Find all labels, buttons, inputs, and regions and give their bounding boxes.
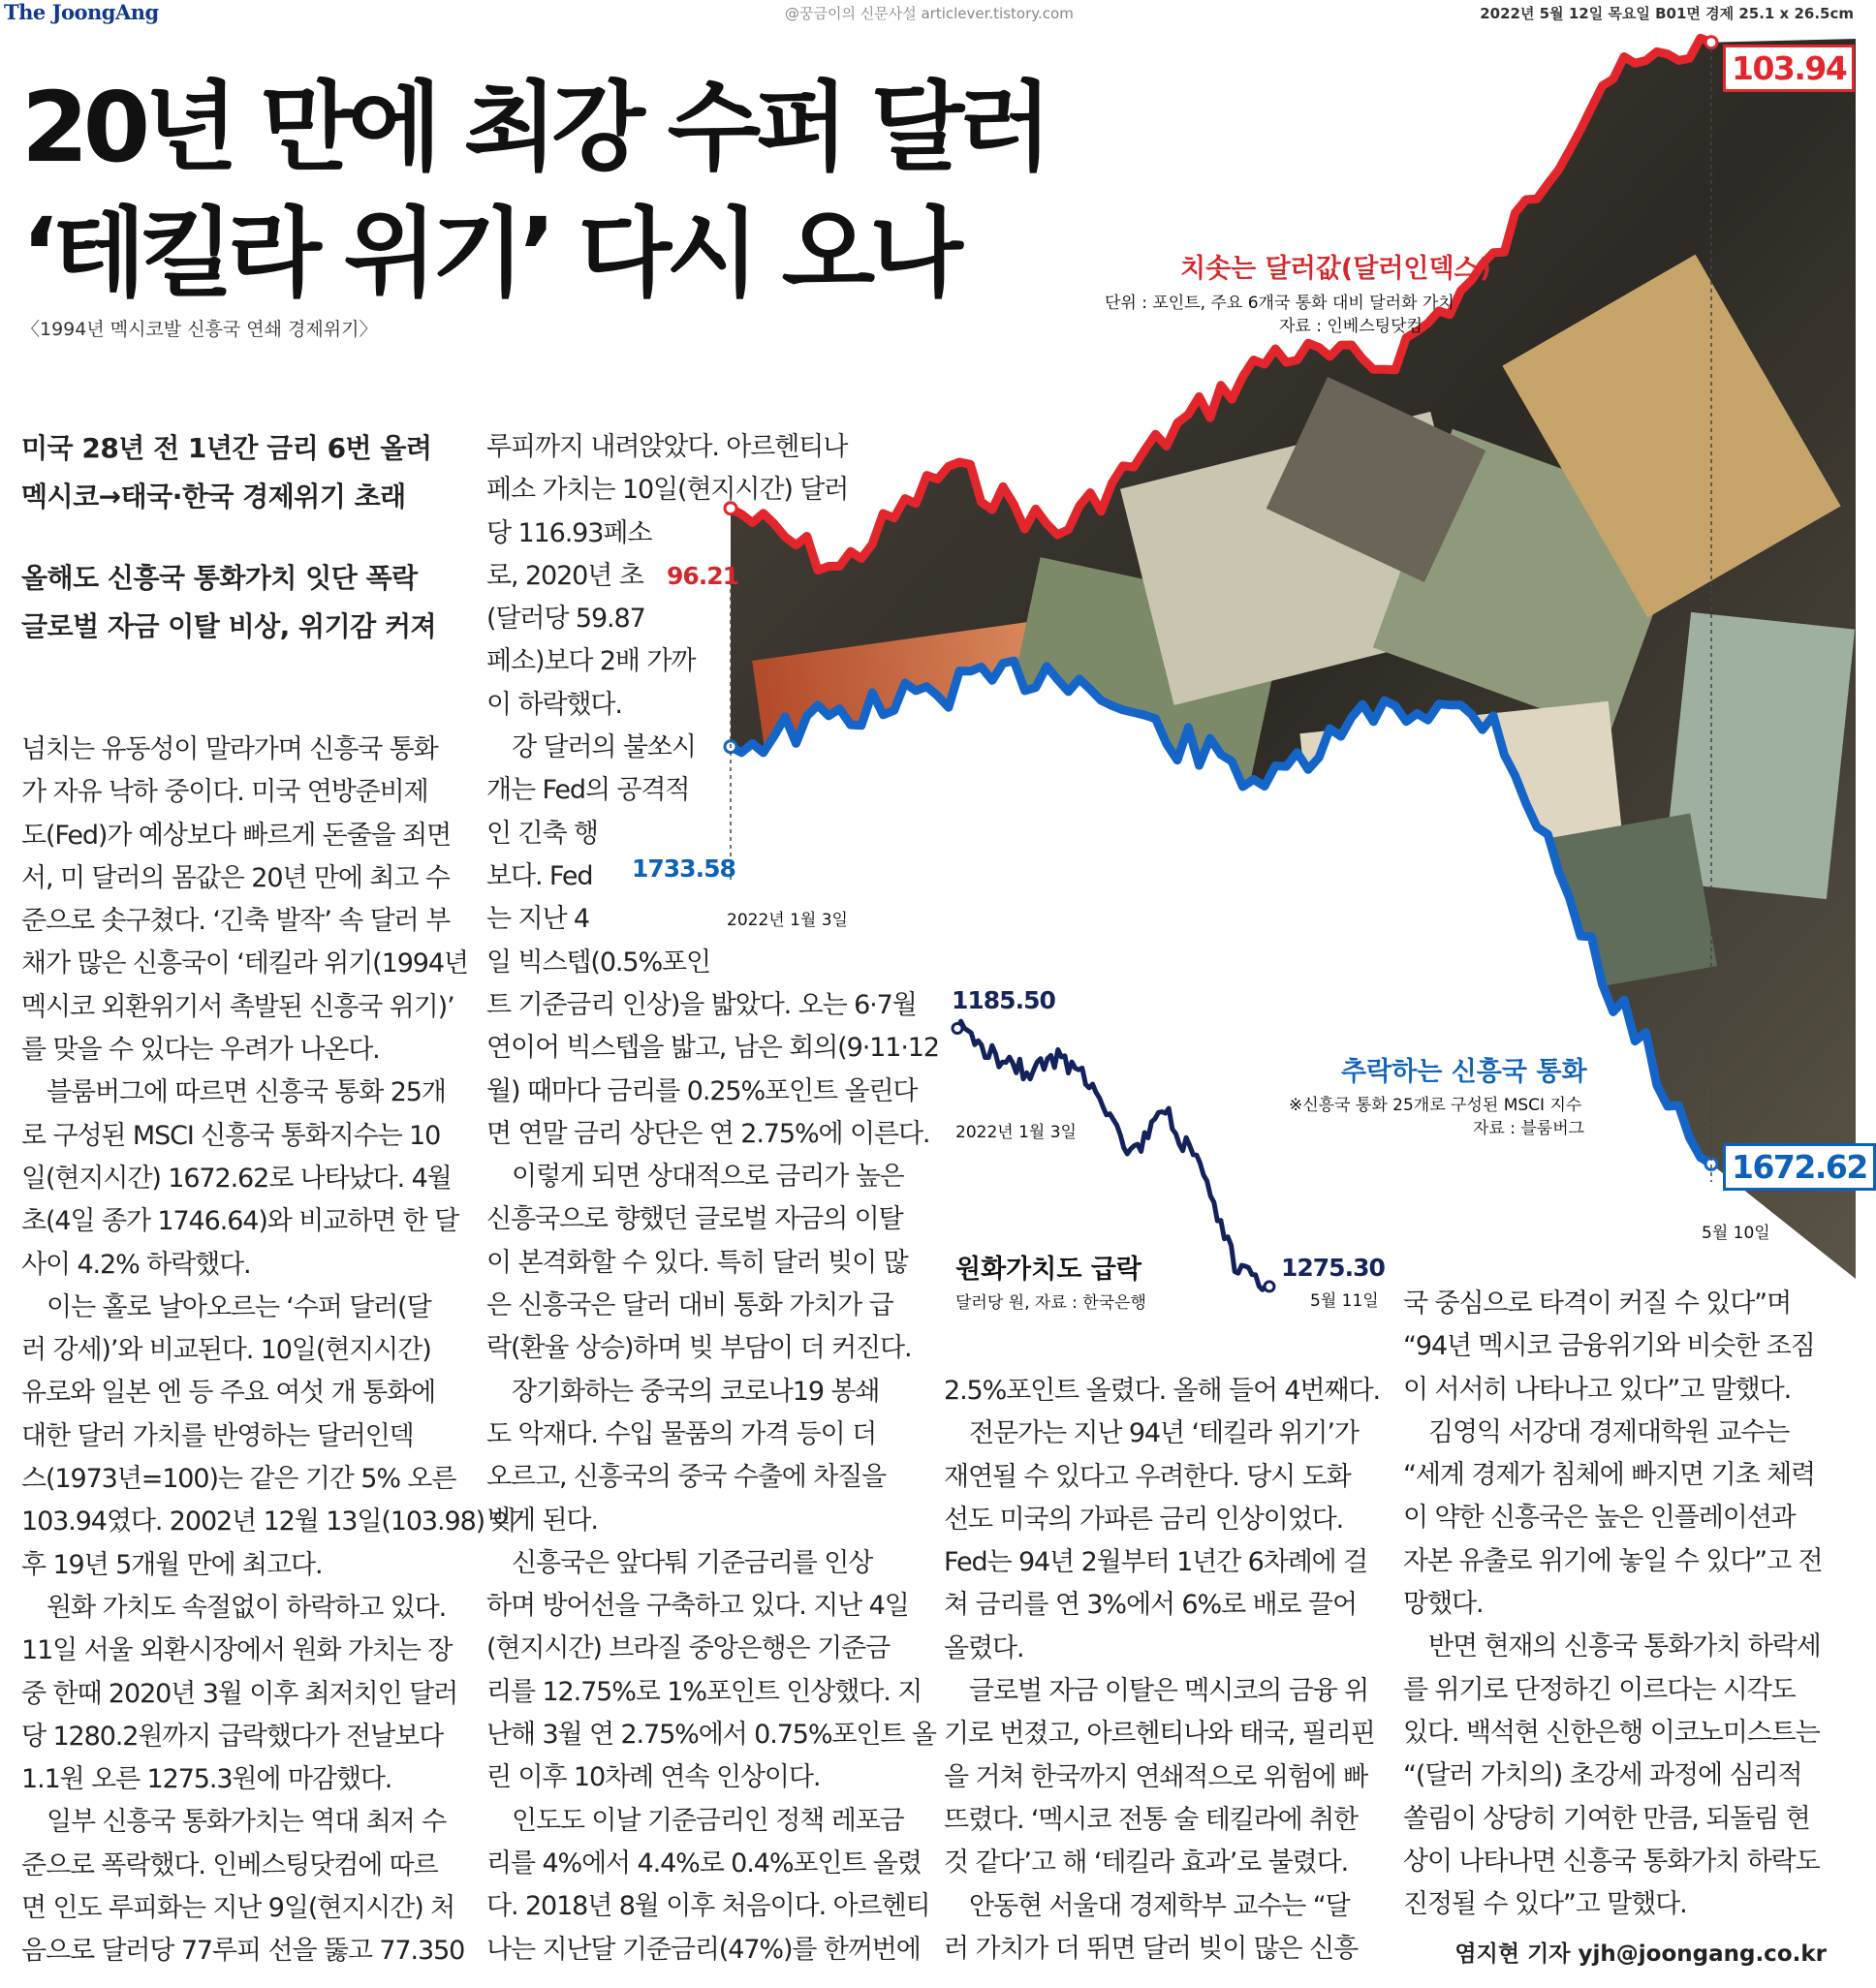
krw-start-label: 1185.50 xyxy=(952,986,1055,1014)
newspaper-brand: The JoongAng xyxy=(4,0,159,24)
article-line: 장기화하는 중국의 코로나19 봉쇄 xyxy=(512,1376,880,1407)
article-line: (달러당 59.87 xyxy=(486,604,645,635)
masthead xyxy=(0,0,1863,23)
dollar-chart-title: 치솟는 달러값(달러인덱스) xyxy=(1180,254,1491,284)
em-end-label: 1672.62 xyxy=(1723,1143,1876,1191)
article-line: 유로와 일본 엔 등 주요 여섯 개 통화에 xyxy=(21,1378,436,1409)
deck-top xyxy=(21,424,431,521)
article-line: 대한 달러 가치를 반영하는 달러인덱 xyxy=(21,1420,414,1451)
article-line: 면 연말 금리 상단은 연 2.75%에 이른다. xyxy=(486,1118,930,1149)
em-chart-note: ※신흥국 통화 25개로 구성된 MSCI 지수 xyxy=(1289,1096,1582,1115)
article-line: 오르고, 신흥국의 중국 수출에 차질을 xyxy=(486,1462,887,1493)
article-line: “94년 멕시코 금융위기와 비슷한 조짐 xyxy=(1403,1331,1815,1362)
byline: 염지현 기자 yjh@joongang.co.kr xyxy=(1454,1941,1827,1967)
krw-end-date: 5월 11일 xyxy=(1310,1291,1379,1311)
article-line: 준으로 폭락했다. 인베스팅닷컴에 따르 xyxy=(21,1849,438,1880)
dollar-chart-unit: 단위 : 포인트, 주요 6개국 통화 대비 달러화 가치 xyxy=(1105,294,1454,313)
em-chart-source: 자료 : 블룸버그 xyxy=(1473,1119,1585,1138)
article-line: 도 악재다. 수입 물품의 가격 등이 더 xyxy=(486,1418,877,1449)
article-line: 당 116.93페소 xyxy=(486,517,652,548)
article-line: Fed는 94년 2월부터 1년간 6차례에 걸 xyxy=(944,1547,1368,1578)
article-line: 이는 홀로 날아오르는 ‘수퍼 달러(달 xyxy=(47,1291,431,1322)
article-column-4 xyxy=(1403,1283,1837,1926)
watermark: @꿍금이의 신문사설 articlever.tistory.com xyxy=(785,5,1074,22)
article-line: 뜨렸다. ‘멕시코 전통 술 테킬라에 취한 xyxy=(944,1804,1359,1835)
article-line: 반면 현재의 신흥국 통화가치 하락세 xyxy=(1428,1631,1821,1662)
article-line: 후 19년 5개월 만에 최고다. xyxy=(21,1549,323,1580)
article-line: 빚게 된다. xyxy=(486,1505,598,1536)
article-line: “(달러 가치의) 초강세 과정에 심리적 xyxy=(1403,1760,1802,1791)
article-line: 사이 4.2% 하락했다. xyxy=(21,1249,251,1280)
article-line: 이 약한 신흥국은 높은 인플레이션과 xyxy=(1403,1503,1796,1534)
article-line: 이 하락했다. xyxy=(486,689,622,720)
article-line: 리를 12.75%로 1%포인트 인상했다. 지 xyxy=(486,1676,922,1707)
article-line: 11일 서울 외환시장에서 원화 가치는 장 xyxy=(21,1635,453,1666)
article-line: 신흥국은 앞다퉈 기준금리를 인상 xyxy=(512,1547,873,1578)
article-line: 망했다. xyxy=(1403,1589,1484,1620)
article-line: 다. 2018년 8월 이후 처음이다. 아르헨티 xyxy=(486,1891,930,1922)
article-line: 나는 지난달 기준금리(47%)를 한꺼번에 xyxy=(486,1934,921,1965)
article-line: 도(Fed)가 예상보다 빠르게 돈줄을 죄면 xyxy=(21,820,452,851)
em-end-date: 5월 10일 xyxy=(1702,1224,1770,1243)
article-line: 면 인도 루피화는 지난 9일(현지시간) 처 xyxy=(21,1893,455,1924)
article-line: 일부 신흥국 통화가치는 역대 최저 수 xyxy=(47,1807,447,1838)
article-line: (현지시간) 브라질 중앙은행은 기준금 xyxy=(486,1633,891,1664)
article-line: 린 이후 10차례 연속 인상이다. xyxy=(486,1762,821,1793)
article-line: 페소 가치는 10일(현지시간) 달러 xyxy=(486,475,849,506)
deck-line: 올해도 신흥국 통화가치 잇단 폭락 xyxy=(21,562,418,594)
article-line: 인도도 이날 기준금리인 정책 레포금 xyxy=(512,1805,904,1836)
article-line: 신흥국으로 향했던 글로벌 자금의 이탈 xyxy=(486,1204,903,1235)
article-line: 서, 미 달러의 몸값은 20년 만에 최고 수 xyxy=(21,862,450,893)
krw-end-point xyxy=(1265,1282,1274,1291)
article-line: 이 본격화할 수 있다. 특히 달러 빚이 많 xyxy=(486,1247,908,1278)
article-line: 강 달러의 불쏘시 xyxy=(512,732,696,763)
krw-chart-title: 원화가치도 급락 xyxy=(955,1255,1141,1285)
krw-chart-unit: 달러당 원, 자료 : 한국은행 xyxy=(955,1293,1146,1313)
article-line: 재연될 수 있다고 우려한다. 당시 도화 xyxy=(944,1461,1351,1492)
article-line: 일(현지시간) 1672.62로 나타났다. 4월 xyxy=(21,1163,452,1194)
dollar-end-point xyxy=(1705,37,1717,48)
article-line: 국 중심으로 타격이 커질 수 있다”며 xyxy=(1403,1289,1792,1319)
article-line: 이 서서히 나타나고 있다”고 말했다. xyxy=(1403,1374,1792,1405)
article-line: 스(1973년=100)는 같은 기간 5% 오른 xyxy=(21,1464,456,1495)
article-line: 로 구성된 MSCI 신흥국 통화지수는 10 xyxy=(21,1120,441,1151)
article-line: 월) 때마다 금리를 0.25%포인트 올린다 xyxy=(486,1075,918,1106)
article-line: 김영익 서강대 경제대학원 교수는 xyxy=(1428,1416,1790,1447)
article-line: 블룸버그에 따르면 신흥국 통화 25개 xyxy=(47,1077,446,1108)
em-chart-title: 추락하는 신흥국 통화 xyxy=(1341,1057,1587,1087)
article-line: 를 맞을 수 있다는 우려가 나온다. xyxy=(21,1035,380,1066)
article-line: 로, 2020년 초 xyxy=(486,560,643,591)
dollar-end-label: 103.94 xyxy=(1723,45,1855,92)
article-line: 올렸다. xyxy=(944,1632,1024,1663)
article-line: 있다. 백석현 신한은행 이코노미스트는 xyxy=(1403,1717,1820,1748)
article-line: 가 자유 낙하 중이다. 미국 연방준비제 xyxy=(21,777,428,808)
article-line: 쳐 금리를 연 3%에서 6%로 배로 끌어 xyxy=(944,1590,1357,1621)
article-line: “세계 경제가 침체에 빠지면 기초 체력 xyxy=(1403,1460,1816,1491)
article-line: 글로벌 자금 이탈은 멕시코의 금융 위 xyxy=(969,1676,1369,1707)
article-line: 페소)보다 2배 가까 xyxy=(486,646,696,677)
article-line: 개는 Fed의 공격적 xyxy=(486,775,690,806)
article-line: 를 위기로 단정하긴 이르다는 시각도 xyxy=(1403,1674,1796,1705)
article-line: 난해 3월 연 2.75%에서 0.75%포인트 올 xyxy=(486,1720,936,1751)
headline-line-1: 20년 만에 최강 수퍼 달러 xyxy=(21,71,1047,184)
article-line: 을 거쳐 한국까지 연쇄적으로 위험에 빠 xyxy=(944,1761,1368,1792)
article-line: 트 기준금리 인상)을 밟았다. 오는 6·7월 xyxy=(486,990,917,1020)
article-line: 하며 방어선을 구축하고 있다. 지난 4일 xyxy=(486,1591,909,1622)
article-line: 안동현 서울대 경제학부 교수는 “달 xyxy=(969,1890,1350,1921)
article-line: 103.94였다. 2002년 12월 13일(103.98) 이 xyxy=(21,1507,516,1538)
dollar-chart-source: 자료 : 인베스팅닷컴 xyxy=(1279,317,1423,336)
article-line: 중 한때 2020년 3월 이후 최저치인 달러 xyxy=(21,1678,458,1709)
article-line: 은 신흥국은 달러 대비 통화 가치가 급 xyxy=(486,1290,893,1321)
article-line: 넘치는 유동성이 말라가며 신흥국 통화 xyxy=(21,734,438,764)
article-line: 보다. Fed xyxy=(486,860,593,891)
article-line: 일 빅스텝(0.5%포인 xyxy=(486,947,711,978)
krw-start-point xyxy=(953,1023,962,1033)
article-line: 는 지난 4 xyxy=(486,904,589,935)
article-line: 선도 미국의 가파른 금리 인상이었다. xyxy=(944,1504,1344,1535)
krw-start-date: 2022년 1월 3일 xyxy=(955,1123,1077,1142)
article-line: 연이어 빅스텝을 밟고, 남은 회의(9·11·12 xyxy=(486,1033,939,1064)
article-line: 러 강세)’와 비교된다. 10일(현지시간) xyxy=(21,1335,431,1366)
article-line: 이렇게 되면 상대적으로 금리가 높은 xyxy=(512,1162,904,1193)
article-line: 리를 4%에서 4.4%로 0.4%포인트 올렸 xyxy=(486,1848,922,1879)
article-line: 당 1280.2원까지 급락했다가 전날보다 xyxy=(21,1721,444,1752)
em-start-date: 2022년 1월 3일 xyxy=(727,911,848,930)
article-line: 채가 많은 신흥국이 ‘테킬라 위기(1994년 xyxy=(21,948,468,979)
deck-bottom xyxy=(21,554,436,651)
article-line: 원화 가치도 속절없이 하락하고 있다. xyxy=(47,1592,447,1623)
article-line: 전문가는 지난 94년 ‘테킬라 위기’가 xyxy=(969,1418,1359,1449)
dateline: 2022년 5월 12일 목요일 B01면 경제 25.1 x 26.5cm xyxy=(1480,5,1854,22)
article-column-2-bottom xyxy=(486,984,939,1972)
article-line: 음으로 달러당 77루피 선을 뚫고 77.350 xyxy=(21,1936,465,1967)
article-line: 쏠림이 상당히 기여한 만큼, 되돌림 현 xyxy=(1403,1803,1810,1834)
article-column-3 xyxy=(944,1370,1378,1971)
article-line: 락(환율 상승)하며 빚 부담이 더 커진다. xyxy=(486,1333,912,1364)
article-line: 인 긴축 행 xyxy=(486,818,598,849)
article-line: 상이 나타나면 신흥국 통화가치 하락도 xyxy=(1403,1846,1820,1877)
article-line: 초(4일 종가 1746.64)와 비교하면 한 달 xyxy=(21,1206,459,1237)
deck-line: 미국 28년 전 1년간 금리 6번 올려 xyxy=(21,432,432,464)
deck-line: 멕시코→태국·한국 경제위기 초래 xyxy=(21,481,406,513)
article-line: 멕시코 외환위기서 촉발된 신흥국 위기)’ xyxy=(21,991,454,1022)
article-line: 준으로 솟구쳤다. ‘긴축 발작’ 속 달러 부 xyxy=(21,906,451,937)
krw-end-label: 1275.30 xyxy=(1281,1254,1385,1282)
article-column-1 xyxy=(21,729,516,1973)
headline-note: 〈1994년 멕시코발 신흥국 연쇄 경제위기〉 xyxy=(21,319,378,340)
headline-line-2: ‘테킬라 위기’ 다시 오나 xyxy=(21,197,957,310)
em-start-label: 1733.58 xyxy=(632,854,735,883)
article-line: 것 같다’고 해 ‘테킬라 효과’로 불렸다. xyxy=(944,1848,1349,1879)
article-line: 러 가치가 더 뛰면 달러 빚이 많은 신흥 xyxy=(944,1933,1359,1964)
article-line: 루피까지 내려앉았다. 아르헨티나 xyxy=(486,432,848,462)
article-line: 1.1원 오른 1275.3원에 마감했다. xyxy=(21,1764,392,1795)
article-line: 자본 유출로 위기에 놓일 수 있다”고 전 xyxy=(1403,1545,1823,1576)
dollar-start-label: 96.21 xyxy=(667,562,739,590)
deck-line: 글로벌 자금 이탈 비상, 위기감 커져 xyxy=(21,610,437,642)
article-line: 2.5%포인트 올렸다. 올해 들어 4번째다. xyxy=(944,1376,1380,1406)
article-line: 진정될 수 있다”고 말했다. xyxy=(1403,1889,1687,1920)
article-line: 기로 번졌고, 아르헨티나와 태국, 필리핀 xyxy=(944,1719,1375,1750)
